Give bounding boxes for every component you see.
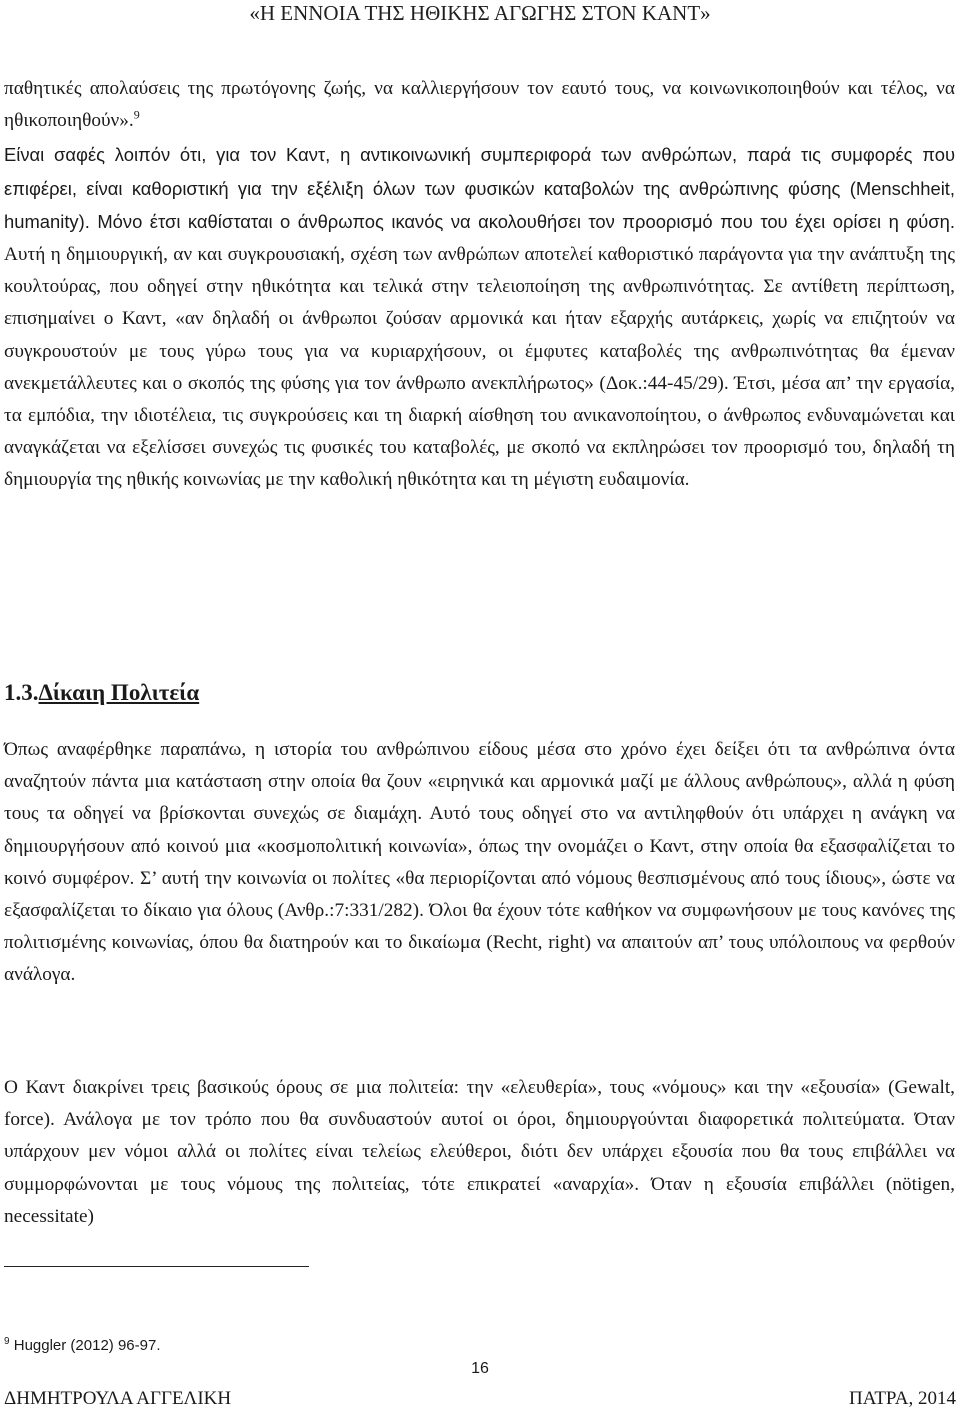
section-number: 1.3.	[4, 680, 39, 705]
body-text-block-3	[4, 1072, 955, 1233]
footer-place-year: ΠΑΤΡΑ, 2014	[848, 1388, 956, 1409]
section-title: Δίκαιη Πολιτεία	[38, 680, 200, 705]
body-text-block-2	[4, 734, 955, 992]
paragraph-1	[4, 73, 955, 137]
paragraph-4: Ο Καντ διακρίνει τρεις βασικούς όρους σε μια πολιτεία: την «ελευθερία», τους «νόμους» και την «εξουσία» (Gewalt, force). Ανάλογα με τον τρόπο που θα συνδυαστούν αυτοί οι όροι, δημιουργούνται διαφορετικά πολιτεύματα. Όταν υπάρχουν μεν νόμοι αλλά οι πολίτες είναι τελείως ελεύθεροι, διότι δεν υπάρχει εξουσία που θα τους επιβάλλει να συμμορφώνονται με τους νόμους της πολιτείας, τότε επικρατεί «αναρχία». Όταν η εξουσία επιβάλλει (nötigen, necessitate)	[4, 1077, 955, 1227]
footnote	[4, 1336, 161, 1356]
body-text-block-1	[4, 73, 955, 497]
paragraph-2	[4, 139, 955, 496]
footer-author: ΔΗΜΗΤΡΟΥΛΑ ΑΓΓΕΛΙΚΗ	[4, 1388, 232, 1409]
footnote-ref-9: 9	[133, 107, 140, 122]
running-footer	[4, 1386, 956, 1412]
footnote-separator	[4, 1266, 309, 1267]
paragraph-2-part-1: Είναι σαφές λοιπόν ότι, για τον Καντ, η αντικοινωνική συμπεριφορά των ανθρώπων, παρά τις συμφορές που επιφέρει, είναι καθοριστική για την εξέλιξη όλων των φυσικών καταβολών της ανθρώπινης φύσης (Menschheit, humanity). Μόνο έτσι καθίσταται ο άνθρωπος ικανός να ακολουθήσει τον προορισμό που του έχει ορίσει η φύση.	[4, 144, 955, 232]
running-header	[0, 0, 960, 26]
paragraph-2-part-2: Αυτή η δημιουργική, αν και συγκρουσιακή, σχέση των ανθρώπων αποτελεί καθοριστικό παράγοντα για την ανάπτυξη της κουλτούρας, που οδηγεί στην ηθικότητα και τελικά στην τελειοποίηση της ανθρωπινότητας. Σε αντίθετη περίπτωση, επισημαίνει ο Καντ, «αν δηλαδή οι άνθρωποι ζούσαν αρμονικά και ήταν εξαρχής αυτάρκεις, χωρίς να επιζητούν να συγκρουστούν με τους γύρω τους για να κυριαρχήσουν, οι έμφυτες καταβολές της ανθρωπινότητας θα έμεναν ανεκμετάλλευτες και ο σκοπός της φύσης για τον άνθρωπο ανεκπλήρωτος» (Δοκ.:44-45/29). Έτσι, μέσα απ’ την εργασία, τα εμπόδια, την ιδιοτέλεια, τις συγκρούσεις και τη διαρκή αίσθηση του ανικανοποίητου, ο άνθρωπος ενδυναμώνεται και αναγκάζεται να εξελίσσει συνεχώς τις φυσικές του καταβολές, με σκοπό να εκπληρώσει τον προορισμό του, δηλαδή τη δημιουργία της ηθικής κοινωνίας με την καθολική ηθικότητα και τη μέγιστη ευδαιμονία.	[4, 244, 955, 491]
footnote-number: 9	[4, 1336, 10, 1347]
paragraph-3: Όπως αναφέρθηκε παραπάνω, η ιστορία του ανθρώπινου είδους μέσα στο χρόνο έχει δείξει ότι τα ανθρώπινα όντα αναζητούν πάντα μια κατάσταση στην οποία θα ζουν «ειρηνικά και αρμονικά μαζί με άλλους ανθρώπους», αλλά η φύση τους τα οδηγεί να βρίσκονται συνεχώς σε διαμάχη. Αυτό τους οδηγεί στο να αντιληφθούν ότι υπάρχει η ανάγκη να δημιουργήσουν από κοινού μια «κοσμοπολιτική κοινωνία», όπως την ονομάζει ο Καντ, στην οποία θα εξασφαλίζεται το κοινό συμφέρον. Σ’ αυτή την κοινωνία οι πολίτες «θα περιορίζονται από νόμους θεσπισμένους από τους ίδιους», ώστε να εξασφαλίζεται το δίκαιο για όλους (Ανθρ.:7:331/282). Όλοι θα έχουν τότε καθήκον να συμφωνήσουν με τους κανόνες της πολιτισμένης κοινωνίας, όπου θα διατηρούν και το δικαίωμα (Recht, right) να απαιτούν απ’ τους υπόλοιπους να φερθούν ανάλογα.	[4, 739, 955, 986]
header-title: «Η ΕΝΝΟΙΑ ΤΗΣ ΗΘΙΚΗΣ ΑΓΩΓΗΣ ΣΤΟΝ ΚΑΝΤ»	[249, 1, 711, 25]
footnote-text: Huggler (2012) 96-97.	[13, 1337, 161, 1354]
section-heading	[4, 678, 199, 708]
paragraph-1-text: παθητικές απολαύσεις της πρωτόγονης ζωής, να καλλιεργήσουν τον εαυτό τους, να κοινωνικοποιηθούν και τέλος, να ηθικοποιηθούν».	[4, 78, 955, 132]
page-number: 16	[471, 1360, 489, 1377]
